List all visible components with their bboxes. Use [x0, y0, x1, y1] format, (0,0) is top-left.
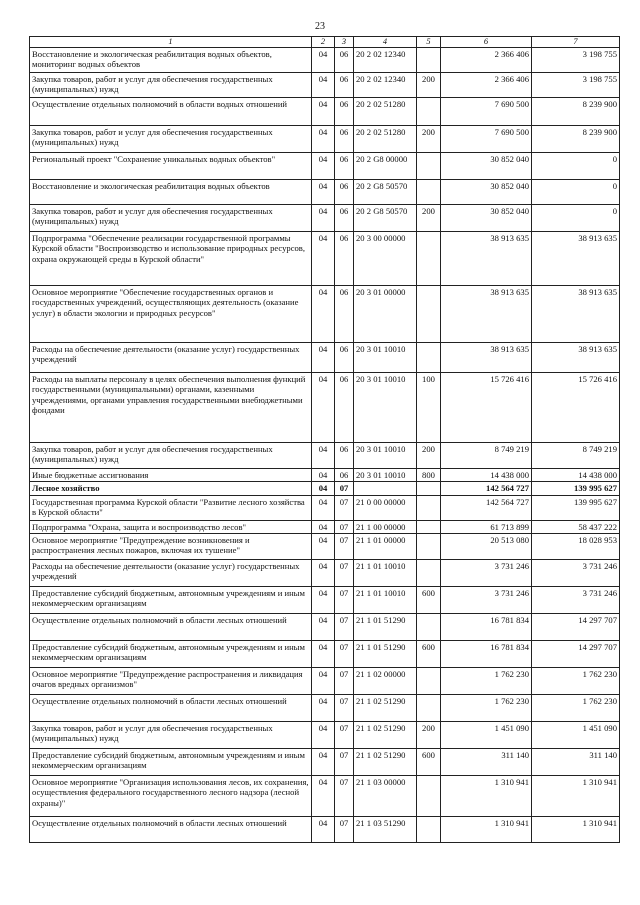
column-number: 2: [312, 37, 335, 48]
subsection-code: 07: [335, 495, 354, 520]
subsection-code: 07: [335, 668, 354, 695]
expense-type-code: [417, 534, 441, 560]
page-number: 23: [315, 21, 325, 32]
amount-year-2: 0: [532, 153, 620, 180]
section-code: 04: [312, 205, 335, 232]
target-article-code: 21 1 02 51290: [354, 749, 417, 776]
amount-year-1: 16 781 834: [441, 614, 532, 641]
item-name: Иные бюджетные ассигнования: [30, 469, 312, 482]
item-name: Основное мероприятие "Обеспечение государственных органов и государственных учреждений, осуществляющих деятельность (оказание услуг) в области экологии и природных ресурсов": [30, 286, 312, 343]
section-code: 04: [312, 614, 335, 641]
item-name: Закупка товаров, работ и услуг для обеспечения государственных (муниципальных) нужд: [30, 205, 312, 232]
section-code: 04: [312, 495, 335, 520]
section-code: 04: [312, 343, 335, 373]
item-name: Закупка товаров, работ и услуг для обеспечения государственных (муниципальных) нужд: [30, 443, 312, 469]
item-name: Осуществление отдельных полномочий в области лесных отношений: [30, 817, 312, 843]
subsection-code: 07: [335, 482, 354, 495]
amount-year-1: 30 852 040: [441, 205, 532, 232]
section-code: 04: [312, 126, 335, 153]
section-code: 04: [312, 180, 335, 205]
table-row: [30, 560, 620, 587]
subsection-code: 06: [335, 373, 354, 443]
subsection-code: 07: [335, 520, 354, 533]
amount-year-2: 1 310 941: [532, 817, 620, 843]
subsection-code: 06: [335, 205, 354, 232]
expense-type-code: 200: [417, 443, 441, 469]
table-row: [30, 232, 620, 286]
amount-year-1: 2 366 406: [441, 73, 532, 98]
target-article-code: 20 3 01 10010: [354, 343, 417, 373]
table-row: [30, 286, 620, 343]
subsection-code: 07: [335, 614, 354, 641]
amount-year-2: 3 198 755: [532, 73, 620, 98]
subsection-code: 07: [335, 817, 354, 843]
column-number: 4: [354, 37, 417, 48]
amount-year-1: 16 781 834: [441, 641, 532, 668]
expense-type-code: 600: [417, 749, 441, 776]
table-row: [30, 668, 620, 695]
section-code: 04: [312, 722, 335, 749]
expense-type-code: [417, 614, 441, 641]
section-code: 04: [312, 232, 335, 286]
amount-year-2: 8 239 900: [532, 126, 620, 153]
amount-year-1: 61 713 899: [441, 520, 532, 533]
item-name: Региональный проект "Сохранение уникальных водных объектов": [30, 153, 312, 180]
target-article-code: 21 1 02 00000: [354, 668, 417, 695]
target-article-code: 20 3 01 10010: [354, 443, 417, 469]
subsection-code: 06: [335, 443, 354, 469]
section-code: 04: [312, 776, 335, 817]
item-name: Расходы на обеспечение деятельности (оказание услуг) государственных учреждений: [30, 343, 312, 373]
subsection-code: 06: [335, 73, 354, 98]
amount-year-1: 38 913 635: [441, 343, 532, 373]
amount-year-2: 18 028 953: [532, 534, 620, 560]
target-article-code: 21 1 01 51290: [354, 614, 417, 641]
subsection-code: 07: [335, 560, 354, 587]
target-article-code: 20 3 01 00000: [354, 286, 417, 343]
item-name: Подпрограмма "Обеспечение реализации государственной программы Курской области "Воспроизводство и использование природных ресурсов, охрана окружающей среды в Курской области": [30, 232, 312, 286]
subsection-code: 06: [335, 98, 354, 126]
amount-year-1: 1 451 090: [441, 722, 532, 749]
section-code: 04: [312, 443, 335, 469]
expense-type-code: [417, 560, 441, 587]
amount-year-2: 1 310 941: [532, 776, 620, 817]
target-article-code: 20 2 02 51280: [354, 126, 417, 153]
section-code: 04: [312, 98, 335, 126]
section-code: 04: [312, 286, 335, 343]
table-row: [30, 98, 620, 126]
expense-type-code: [417, 343, 441, 373]
expense-type-code: [417, 232, 441, 286]
expense-type-code: 100: [417, 373, 441, 443]
section-code: 04: [312, 817, 335, 843]
item-name: Предоставление субсидий бюджетным, автономным учреждениям и иным некоммерческим организациям: [30, 749, 312, 776]
section-code: 04: [312, 48, 335, 73]
expense-type-code: [417, 48, 441, 73]
item-name: Основное мероприятие "Предупреждение распространения и ликвидация очагов вредных организмов": [30, 668, 312, 695]
subsection-code: 06: [335, 343, 354, 373]
amount-year-2: 311 140: [532, 749, 620, 776]
amount-year-1: 30 852 040: [441, 153, 532, 180]
subsection-code: 07: [335, 534, 354, 560]
item-name: Осуществление отдельных полномочий в области лесных отношений: [30, 695, 312, 722]
subsection-code: 06: [335, 48, 354, 73]
amount-year-2: 1 451 090: [532, 722, 620, 749]
item-name: Осуществление отдельных полномочий в области лесных отношений: [30, 614, 312, 641]
column-number: 5: [417, 37, 441, 48]
section-code: 04: [312, 373, 335, 443]
item-name: Восстановление и экологическая реабилитация водных объектов: [30, 180, 312, 205]
expense-type-code: [417, 520, 441, 533]
column-number: 1: [30, 37, 312, 48]
expense-type-code: 600: [417, 587, 441, 614]
amount-year-1: 14 438 000: [441, 469, 532, 482]
section-code: 04: [312, 668, 335, 695]
expense-type-code: [417, 817, 441, 843]
amount-year-1: 38 913 635: [441, 232, 532, 286]
expense-type-code: 600: [417, 641, 441, 668]
expense-type-code: 200: [417, 205, 441, 232]
subsection-code: 07: [335, 749, 354, 776]
amount-year-2: 8 749 219: [532, 443, 620, 469]
target-article-code: 21 0 00 00000: [354, 495, 417, 520]
item-name: Предоставление субсидий бюджетным, автономным учреждениям и иным некоммерческим организациям: [30, 641, 312, 668]
item-name: Основное мероприятие "Организация использования лесов, их сохранения, осуществления федерального государственного лесного надзора (лесной охраны)": [30, 776, 312, 817]
amount-year-2: 14 297 707: [532, 614, 620, 641]
amount-year-1: 15 726 416: [441, 373, 532, 443]
column-number: 6: [441, 37, 532, 48]
amount-year-1: 142 564 727: [441, 495, 532, 520]
expense-type-code: [417, 482, 441, 495]
expense-type-code: 200: [417, 73, 441, 98]
amount-year-1: 20 513 080: [441, 534, 532, 560]
amount-year-1: 3 731 246: [441, 587, 532, 614]
expense-type-code: 200: [417, 126, 441, 153]
expense-type-code: [417, 180, 441, 205]
target-article-code: 21 1 03 51290: [354, 817, 417, 843]
subsection-code: 07: [335, 641, 354, 668]
subsection-code: 06: [335, 126, 354, 153]
table-row: [30, 482, 620, 495]
table-row: [30, 205, 620, 232]
amount-year-2: 1 762 230: [532, 695, 620, 722]
amount-year-1: 2 366 406: [441, 48, 532, 73]
target-article-code: 21 1 01 10010: [354, 587, 417, 614]
subsection-code: 06: [335, 232, 354, 286]
column-number: 3: [335, 37, 354, 48]
subsection-code: 07: [335, 722, 354, 749]
table-row: [30, 749, 620, 776]
target-article-code: 20 2 G8 00000: [354, 153, 417, 180]
item-name: Предоставление субсидий бюджетным, автономным учреждениям и иным некоммерческим организациям: [30, 587, 312, 614]
column-number: 7: [532, 37, 620, 48]
subsection-code: 07: [335, 587, 354, 614]
section-code: 04: [312, 641, 335, 668]
amount-year-1: 1 762 230: [441, 668, 532, 695]
amount-year-1: 30 852 040: [441, 180, 532, 205]
amount-year-1: 7 690 500: [441, 126, 532, 153]
section-code: 04: [312, 482, 335, 495]
item-name: Расходы на обеспечение деятельности (оказание услуг) государственных учреждений: [30, 560, 312, 587]
table-row: [30, 722, 620, 749]
table-row: [30, 641, 620, 668]
expense-type-code: [417, 153, 441, 180]
section-code: 04: [312, 153, 335, 180]
amount-year-2: 0: [532, 205, 620, 232]
amount-year-1: 142 564 727: [441, 482, 532, 495]
section-code: 04: [312, 560, 335, 587]
expense-type-code: [417, 495, 441, 520]
table-row: [30, 817, 620, 843]
target-article-code: 21 1 01 00000: [354, 534, 417, 560]
amount-year-1: 1 310 941: [441, 817, 532, 843]
item-name: Лесное хозяйство: [30, 482, 312, 495]
subsection-code: 07: [335, 695, 354, 722]
item-name: Закупка товаров, работ и услуг для обеспечения государственных (муниципальных) нужд: [30, 73, 312, 98]
table-row: [30, 614, 620, 641]
section-code: 04: [312, 695, 335, 722]
subsection-code: 06: [335, 153, 354, 180]
table-row: [30, 776, 620, 817]
amount-year-2: 14 438 000: [532, 469, 620, 482]
amount-year-2: 1 762 230: [532, 668, 620, 695]
amount-year-2: 38 913 635: [532, 343, 620, 373]
amount-year-2: 8 239 900: [532, 98, 620, 126]
item-name: Государственная программа Курской области "Развитие лесного хозяйства в Курской области": [30, 495, 312, 520]
table-row: [30, 469, 620, 482]
table-row: [30, 126, 620, 153]
item-name: Расходы на выплаты персоналу в целях обеспечения выполнения функций государственными (муниципальными) органами, казенными учреждениями, органами управления государственными внебюджетными фондами: [30, 373, 312, 443]
section-code: 04: [312, 469, 335, 482]
table-header-row: [30, 37, 620, 48]
subsection-code: 06: [335, 469, 354, 482]
table-row: [30, 153, 620, 180]
item-name: Основное мероприятие "Предупреждение возникновения и распространения лесных пожаров, включая их тушение": [30, 534, 312, 560]
target-article-code: 21 1 01 51290: [354, 641, 417, 668]
amount-year-2: 3 198 755: [532, 48, 620, 73]
item-name: Подпрограмма "Охрана, защита и воспроизводство лесов": [30, 520, 312, 533]
budget-table: [29, 36, 620, 843]
amount-year-2: 38 913 635: [532, 232, 620, 286]
amount-year-2: 58 437 222: [532, 520, 620, 533]
target-article-code: 21 1 02 51290: [354, 722, 417, 749]
target-article-code: 21 1 03 00000: [354, 776, 417, 817]
expense-type-code: 800: [417, 469, 441, 482]
target-article-code: 21 1 00 00000: [354, 520, 417, 533]
subsection-code: 06: [335, 180, 354, 205]
target-article-code: 21 1 02 51290: [354, 695, 417, 722]
item-name: Осуществление отдельных полномочий в области водных отношений: [30, 98, 312, 126]
target-article-code: 20 2 02 12340: [354, 48, 417, 73]
expense-type-code: [417, 98, 441, 126]
section-code: 04: [312, 749, 335, 776]
expense-type-code: [417, 668, 441, 695]
table-row: [30, 443, 620, 469]
section-code: 04: [312, 520, 335, 533]
amount-year-2: 15 726 416: [532, 373, 620, 443]
target-article-code: 20 3 00 00000: [354, 232, 417, 286]
amount-year-2: 3 731 246: [532, 587, 620, 614]
table-row: [30, 495, 620, 520]
amount-year-2: 38 913 635: [532, 286, 620, 343]
target-article-code: 20 2 G8 50570: [354, 205, 417, 232]
amount-year-2: 139 995 627: [532, 495, 620, 520]
expense-type-code: [417, 776, 441, 817]
expense-type-code: 200: [417, 722, 441, 749]
amount-year-1: 1 310 941: [441, 776, 532, 817]
section-code: 04: [312, 534, 335, 560]
target-article-code: 20 3 01 10010: [354, 469, 417, 482]
table-row: [30, 587, 620, 614]
amount-year-1: 1 762 230: [441, 695, 532, 722]
target-article-code: 20 2 G8 50570: [354, 180, 417, 205]
table-row: [30, 373, 620, 443]
table-row: [30, 695, 620, 722]
table-row: [30, 180, 620, 205]
item-name: Закупка товаров, работ и услуг для обеспечения государственных (муниципальных) нужд: [30, 126, 312, 153]
amount-year-2: 3 731 246: [532, 560, 620, 587]
table-row: [30, 48, 620, 73]
expense-type-code: [417, 695, 441, 722]
amount-year-1: 7 690 500: [441, 98, 532, 126]
item-name: Закупка товаров, работ и услуг для обеспечения государственных (муниципальных) нужд: [30, 722, 312, 749]
amount-year-1: 8 749 219: [441, 443, 532, 469]
table-row: [30, 73, 620, 98]
expense-type-code: [417, 286, 441, 343]
section-code: 04: [312, 73, 335, 98]
amount-year-1: 38 913 635: [441, 286, 532, 343]
section-code: 04: [312, 587, 335, 614]
target-article-code: 21 1 01 10010: [354, 560, 417, 587]
amount-year-1: 3 731 246: [441, 560, 532, 587]
target-article-code: 20 2 02 12340: [354, 73, 417, 98]
target-article-code: 20 3 01 10010: [354, 373, 417, 443]
amount-year-2: 0: [532, 180, 620, 205]
item-name: Восстановление и экологическая реабилитация водных объектов, мониторинг водных объектов: [30, 48, 312, 73]
subsection-code: 07: [335, 776, 354, 817]
amount-year-2: 14 297 707: [532, 641, 620, 668]
target-article-code: 20 2 02 51280: [354, 98, 417, 126]
table-row: [30, 343, 620, 373]
table-row: [30, 520, 620, 533]
table-row: [30, 534, 620, 560]
amount-year-1: 311 140: [441, 749, 532, 776]
amount-year-2: 139 995 627: [532, 482, 620, 495]
subsection-code: 06: [335, 286, 354, 343]
target-article-code: [354, 482, 417, 495]
